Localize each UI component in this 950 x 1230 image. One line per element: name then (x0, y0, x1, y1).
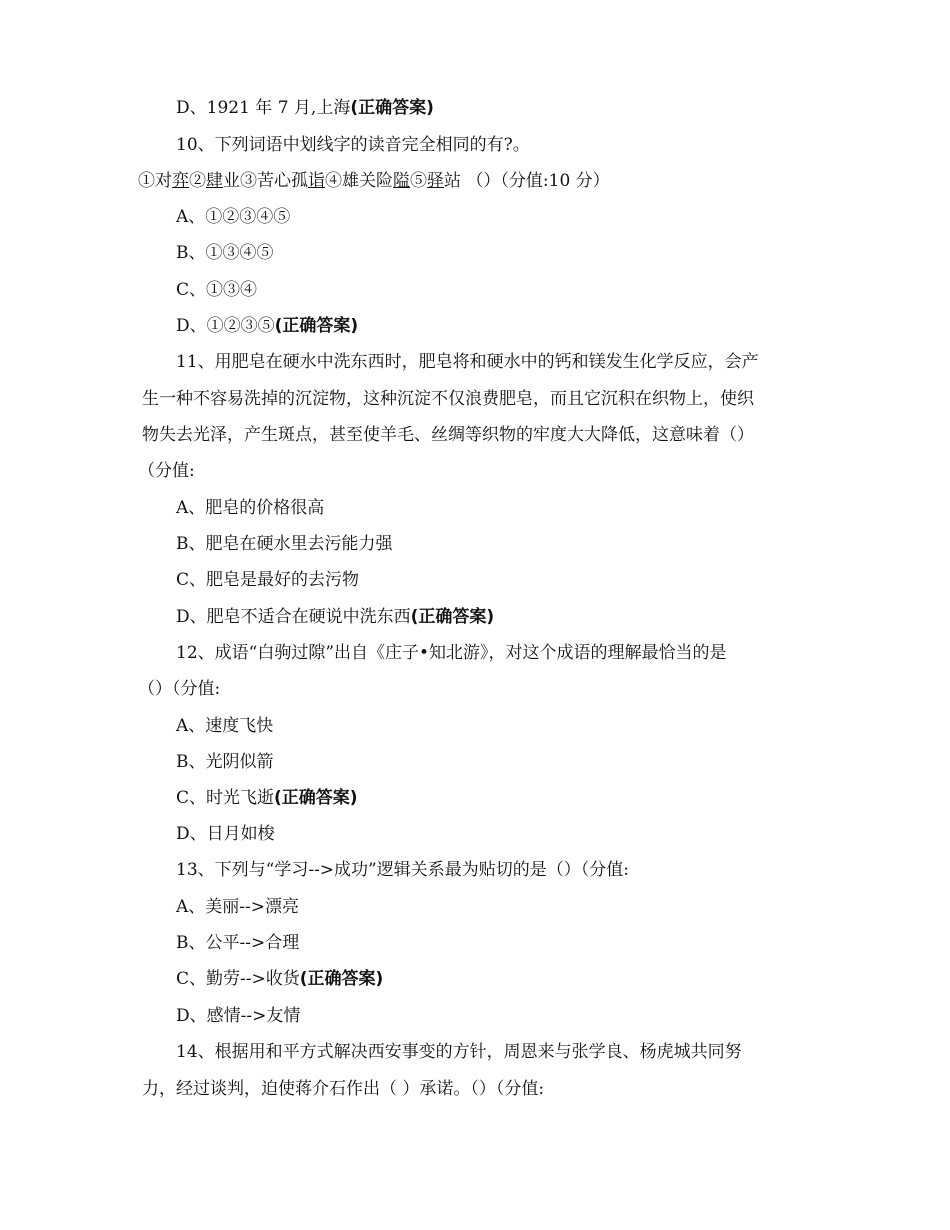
correct-answer-mark: (正确答案) (410, 607, 495, 627)
q13-option-d: D、感情-->友情 (176, 1006, 301, 1026)
q10-option-c: C、①③④ (176, 280, 258, 300)
q10-words: ①对弈②肆业③苦心孤诣④雄关险隘⑤驿站 （）（分值:10 分） (138, 171, 610, 191)
underlined-char: 肆 (206, 171, 223, 191)
q13-stem: 13、下列与“学习-->成功”逻辑关系最为贴切的是（）（分值: (176, 860, 629, 880)
q11-stem-line-3: 物失去光泽，产生斑点，甚至使羊毛、丝绸等织物的牢度大大降低，这意味着（） (142, 425, 754, 445)
q13-option-c: C、勤劳-->收货(正确答案) (176, 969, 384, 989)
q11-option-a: A、肥皂的价格很高 (176, 498, 325, 518)
q10-option-a: A、①②③④⑤ (176, 207, 291, 227)
q12-option-c: C、时光飞逝(正确答案) (176, 788, 358, 808)
q10-stem: 10、下列词语中划线字的读音完全相同的有?。 (176, 135, 530, 155)
correct-answer-mark: (正确答案) (274, 316, 359, 336)
q10-option-b: B、①③④⑤ (176, 243, 274, 263)
q9-option-d: D、1921 年 7 月,上海(正确答案) (176, 98, 434, 118)
q11-stem-line-4: （分值: (138, 461, 195, 481)
correct-answer-mark: (正确答案) (299, 969, 384, 989)
underlined-char: 隘 (393, 171, 410, 191)
q11-stem-line-1: 11、用肥皂在硬水中洗东西时，肥皂将和硬水中的钙和镁发生化学反应，会产 (176, 352, 759, 372)
q11-stem-line-2: 生一种不容易洗掉的沉淀物，这种沉淀不仅浪费肥皂，而且它沉积在织物上，使织 (142, 389, 754, 409)
underlined-char: 驿 (427, 171, 444, 191)
q13-option-b: B、公平-->合理 (176, 933, 300, 953)
correct-answer-mark: (正确答案) (350, 98, 434, 118)
q12-option-b: B、光阴似箭 (176, 752, 274, 772)
q14-stem-line-1: 14、根据用和平方式解决西安事变的方针，周恩来与张学良、杨虎城共同努 (176, 1042, 742, 1062)
q13-option-a: A、美丽-->漂亮 (176, 897, 300, 917)
underlined-char: 诣 (308, 171, 325, 191)
q12-option-d: D、日月如梭 (176, 824, 275, 844)
q14-stem-line-2: 力，经过谈判，迫使蒋介石作出（ ）承诺。（）（分值: (142, 1079, 545, 1099)
correct-answer-mark: (正确答案) (274, 788, 358, 808)
underlined-char: 弈 (172, 171, 189, 191)
q11-option-c: C、肥皂是最好的去污物 (176, 570, 360, 590)
q12-option-a: A、速度飞快 (176, 716, 274, 736)
q10-option-d: D、①②③⑤(正确答案) (176, 316, 359, 336)
q11-option-b: B、肥皂在硬水里去污能力强 (176, 534, 393, 554)
q12-stem-line-1: 12、成语“白驹过隙”出自《庄子•知北游》，对这个成语的理解最恰当的是 (176, 643, 727, 663)
q12-stem-line-2: （）（分值: (138, 679, 221, 699)
q11-option-d: D、肥皂不适合在硬说中洗东西(正确答案) (176, 607, 495, 627)
